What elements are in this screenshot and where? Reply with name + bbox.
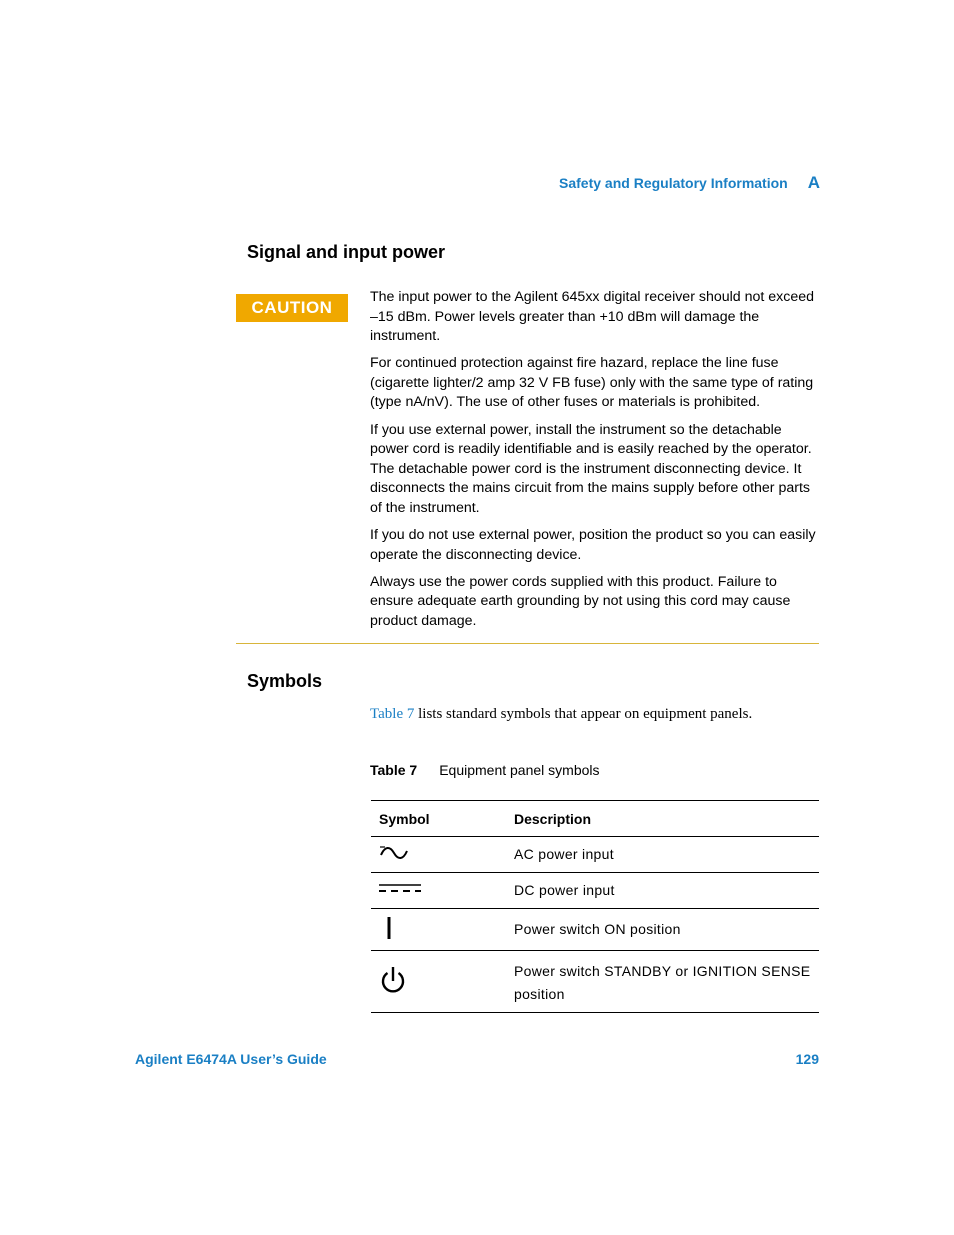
running-header bbox=[500, 173, 820, 193]
symbol-description: DC power input bbox=[514, 882, 615, 898]
on-switch-icon bbox=[379, 915, 399, 941]
caution-badge: CAUTION bbox=[236, 294, 348, 322]
appendix-letter: A bbox=[807, 173, 820, 192]
footer-guide-title: Agilent E6474A User’s Guide bbox=[135, 1051, 327, 1067]
section-divider bbox=[236, 643, 819, 644]
symbols-intro-text: lists standard symbols that appear on equipment panels. bbox=[414, 706, 753, 722]
column-header-description: Description bbox=[514, 810, 592, 827]
symbols-intro bbox=[370, 704, 820, 724]
table-header-row bbox=[371, 801, 819, 837]
symbol-description: Power switch STANDBY or IGNITION SENSE position bbox=[514, 962, 811, 1002]
dc-symbol-icon bbox=[379, 882, 423, 896]
symbol-description: AC power input bbox=[514, 846, 614, 862]
running-header-title: Safety and Regulatory Information bbox=[559, 175, 788, 191]
symbols-table bbox=[371, 800, 819, 1013]
table-caption bbox=[370, 762, 600, 778]
ac-symbol-icon bbox=[379, 845, 409, 861]
table-row bbox=[371, 837, 819, 873]
column-header-symbol: Symbol bbox=[379, 810, 430, 827]
page-number: 129 bbox=[795, 1051, 819, 1067]
table-7-link[interactable]: Table 7 bbox=[370, 706, 415, 722]
symbols-section-heading: Symbols bbox=[247, 671, 323, 691]
table-row bbox=[371, 873, 819, 909]
caution-body bbox=[370, 288, 820, 639]
caution-paragraph: If you do not use external power, position the product so you can easily operate the disconnecting device. bbox=[370, 527, 816, 563]
caution-paragraph: For continued protection against fire hazard, replace the line fuse (cigarette lighter/2 amp 32 V FB fuse) only with the same type of rating (type nA/nV). The use of other fuses or materials is prohibited. bbox=[370, 355, 814, 411]
signal-section-heading: Signal and input power bbox=[247, 242, 445, 262]
standby-power-icon bbox=[379, 965, 407, 995]
table-row bbox=[371, 909, 819, 951]
caution-paragraph: The input power to the Agilent 645xx digital receiver should not exceed –15 dBm. Power levels greater than +10 dBm will damage the instrument. bbox=[370, 289, 815, 345]
table-title: Equipment panel symbols bbox=[439, 762, 600, 778]
symbol-description: Power switch ON position bbox=[514, 921, 681, 937]
caution-paragraph: If you use external power, install the instrument so the detachable power cord is readily identifiable and is easily reached by the operator. The detachable power cord is the instrument disconnecting device. It disconnects the mains circuit from the mains supply before other parts of the instrument. bbox=[370, 421, 812, 516]
table-number: Table 7 bbox=[370, 762, 418, 778]
caution-paragraph: Always use the power cords supplied with this product. Failure to ensure adequate earth grounding by not using this cord may cause product damage. bbox=[370, 573, 791, 629]
table-row bbox=[371, 951, 819, 1013]
